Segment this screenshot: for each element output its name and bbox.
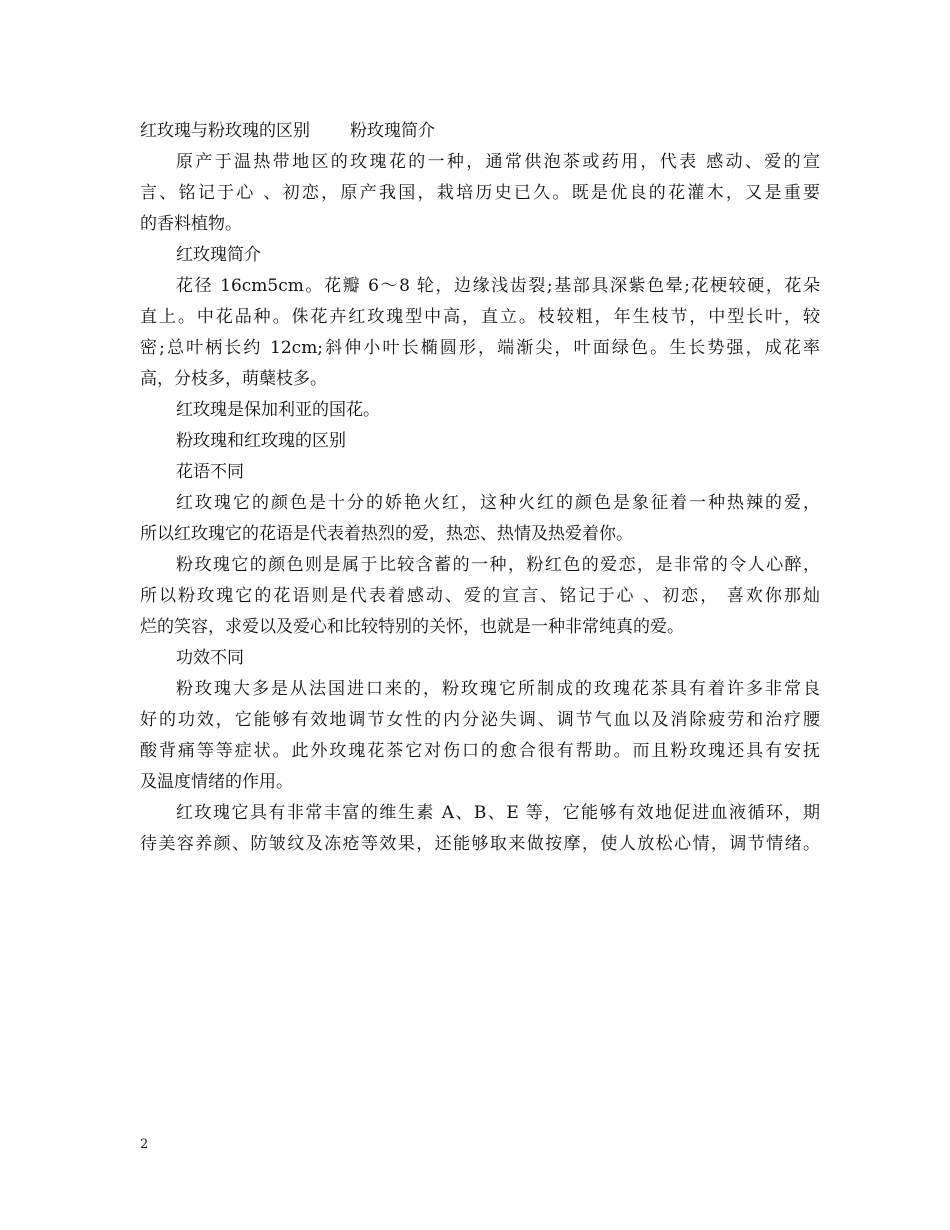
text-line: 的香料植物。 (140, 214, 242, 234)
text-line: 红玫瑰它的颜色是十分的娇艳火红，这种火红的颜色是象征着一种热辣的爱， (176, 493, 820, 513)
text-line: 红玫瑰它具有非常丰富的维生素 A、B、E 等，它能够有效地促进血液循环，期 (176, 803, 820, 823)
text-line: 花径 16cm5cm。花瓣 6～8 轮，边缘浅齿裂;基部具深紫色晕;花梗较硬，花朵 (176, 276, 820, 296)
text-line: 功效不同 (176, 648, 244, 668)
text-line: 待美容养颜、防皱纹及冻疮等效果，还能够取来做按摩，使人放松心情，调节情绪。 (140, 834, 820, 854)
text-line: 密;总叶柄长约 12cm;斜伸小叶长椭圆形，端渐尖，叶面绿色。生长势强，成花率 (140, 338, 820, 358)
title-right: 粉玫瑰简介 (350, 121, 435, 141)
text-line: 粉玫瑰它的颜色则是属于比较含蓄的一种，粉红色的爱恋，是非常的令人心醉， (176, 555, 820, 575)
text-line: 红玫瑰是保加利亚的国花。 (176, 400, 380, 420)
page-number: 2 (140, 1137, 149, 1152)
text-line: 高，分枝多，萌蘖枝多。 (140, 369, 327, 389)
text-line: 酸背痛等等症状。此外玫瑰花茶它对伤口的愈合很有帮助。而且粉玫瑰还具有安抚 (140, 741, 820, 761)
text-line: 粉玫瑰大多是从法国进口来的，粉玫瑰它所制成的玫瑰花茶具有着许多非常良 (176, 679, 820, 699)
page-title (140, 116, 820, 147)
text-line: 原产于温热带地区的玫瑰花的一种，通常供泡茶或药用，代表 感动、爱的宣 (176, 152, 820, 172)
text-line: 花语不同 (176, 462, 244, 482)
document-body (140, 116, 820, 860)
text-line: 好的功效，它能够有效地调节女性的内分泌失调、调节气血以及消除疲劳和治疗腰 (140, 710, 820, 730)
title-left: 红玫瑰与粉玫瑰的区别 (140, 121, 310, 141)
text-line: 直上。中花品种。侏花卉红玫瑰型中高，直立。枝较粗，年生枝节，中型长叶，较 (140, 307, 820, 327)
paragraph-lines (140, 147, 820, 860)
text-line: 所以红玫瑰它的花语是代表着热烈的爱，热恋、热情及热爱着你。 (140, 524, 633, 544)
text-line: 粉玫瑰和红玫瑰的区别 (176, 431, 346, 451)
text-line: 红玫瑰简介 (176, 245, 261, 265)
text-line: 言、铭记于心 、初恋，原产我国，栽培历史已久。既是优良的花灌木，又是重要 (140, 183, 820, 203)
text-line: 烂的笑容，求爱以及爱心和比较特别的关怀，也就是一种非常纯真的爱。 (140, 617, 684, 637)
text-line: 及温度情绪的作用。 (140, 772, 293, 792)
text-line: 所以粉玫瑰它的花语则是代表着感动、爱的宣言、铭记于心 、初恋， 喜欢你那灿 (140, 586, 820, 606)
